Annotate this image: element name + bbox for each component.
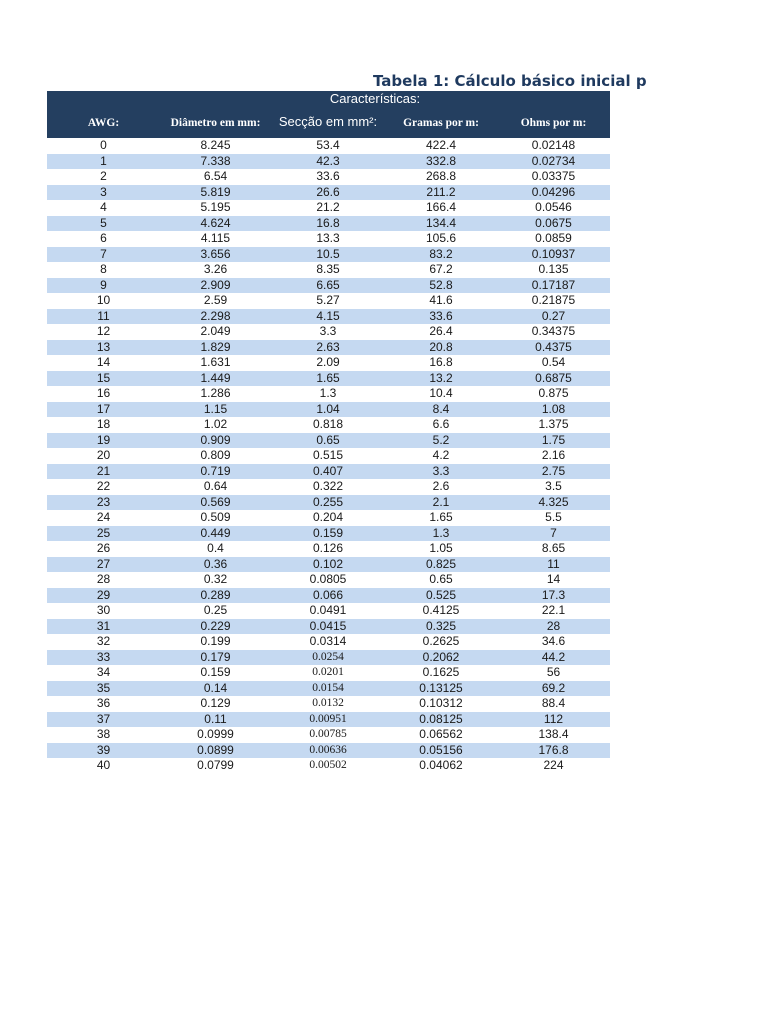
table-row [47, 448, 610, 464]
cell-awg: 30 [96, 603, 111, 617]
cell-ohms: 0.6875 [535, 370, 572, 385]
cell-ohms: 0.02148 [531, 138, 576, 152]
cell-gramas: 105.6 [425, 231, 457, 245]
table-row [47, 200, 610, 216]
cell-seccao: 0.066 [312, 587, 344, 602]
table-title: Tabela 1: Cálculo básico inicial p [373, 72, 647, 90]
cell-awg: 31 [96, 618, 111, 633]
cell-ohms: 0.54 [541, 355, 566, 369]
table-row [47, 572, 610, 588]
cell-seccao: 2.09 [316, 355, 340, 369]
cell-diametro: 0.289 [200, 587, 231, 602]
cell-seccao: 0.00636 [309, 743, 347, 756]
table-row [47, 138, 610, 154]
cell-gramas: 2.6 [432, 479, 450, 493]
cell-awg: 40 [96, 758, 111, 772]
cell-awg: 3 [100, 184, 107, 199]
cell-gramas: 3.3 [432, 463, 450, 478]
cell-gramas: 332.8 [425, 153, 457, 168]
cell-gramas: 422.4 [425, 138, 457, 152]
cell-awg: 13 [96, 339, 111, 354]
cell-seccao: 0.126 [312, 541, 344, 555]
table-row [47, 603, 610, 619]
cell-ohms: 0.17187 [531, 277, 576, 292]
table-row [47, 634, 610, 650]
cell-gramas: 134.4 [425, 215, 457, 230]
cell-ohms: 1.08 [541, 401, 566, 416]
cell-ohms: 0.03375 [531, 169, 576, 183]
cell-diametro: 0.569 [200, 494, 231, 509]
cell-seccao: 16.8 [316, 215, 340, 230]
cell-seccao: 0.0132 [312, 697, 344, 709]
cell-seccao: 6.65 [316, 277, 340, 292]
cell-seccao: 21.2 [316, 200, 340, 214]
cell-ohms: 69.2 [541, 680, 566, 695]
cell-seccao: 0.159 [312, 525, 344, 540]
table-row [47, 712, 610, 728]
cell-ohms: 0.04296 [531, 184, 576, 199]
cell-diametro: 2.909 [200, 277, 231, 292]
cell-gramas: 8.4 [432, 401, 450, 416]
table-row [47, 464, 610, 480]
cell-gramas: 83.2 [429, 246, 453, 261]
cell-ohms: 14 [546, 572, 561, 586]
cell-diametro: 0.179 [200, 649, 231, 664]
cell-awg: 33 [96, 649, 111, 664]
cell-ohms: 56 [546, 665, 561, 679]
cell-gramas: 0.525 [425, 587, 457, 602]
column-header-seccao: Secção em mm²: [278, 114, 378, 129]
cell-gramas: 0.05156 [419, 742, 463, 757]
cell-awg: 6 [100, 231, 107, 245]
cell-diametro: 0.32 [203, 572, 228, 586]
cell-seccao: 1.04 [316, 401, 340, 416]
table-row [47, 495, 610, 511]
cell-gramas: 0.04062 [419, 758, 463, 772]
cell-awg: 11 [97, 308, 110, 323]
cell-diametro: 4.624 [200, 215, 231, 230]
cell-seccao: 0.00785 [309, 728, 347, 740]
cell-seccao: 0.322 [312, 479, 344, 493]
cell-seccao: 0.407 [312, 463, 344, 478]
cell-diametro: 0.14 [203, 680, 228, 695]
cell-ohms: 34.6 [541, 634, 566, 648]
cell-ohms: 2.75 [541, 463, 566, 478]
cell-ohms: 11 [547, 556, 560, 571]
cell-awg: 16 [96, 386, 111, 400]
cell-seccao: 2.63 [316, 339, 340, 354]
column-header-diametro: Diâmetro em mm: [170, 117, 261, 129]
cell-seccao: 0.102 [312, 556, 344, 571]
cell-awg: 29 [96, 587, 111, 602]
cell-gramas: 4.2 [432, 448, 450, 462]
column-header-gramas: Gramas por m: [403, 117, 479, 129]
cell-diametro: 6.54 [203, 169, 228, 183]
cell-diametro: 0.0899 [197, 742, 234, 757]
table-row [47, 510, 610, 526]
cell-seccao: 0.0491 [309, 603, 347, 617]
cell-gramas: 67.2 [429, 262, 453, 276]
cell-gramas: 1.05 [429, 541, 453, 555]
cell-seccao: 0.0314 [309, 634, 347, 648]
table-row [47, 557, 610, 573]
cell-seccao: 0.204 [312, 510, 344, 524]
cell-gramas: 13.2 [429, 370, 453, 385]
table-row [47, 665, 610, 681]
cell-gramas: 1.65 [429, 510, 453, 524]
cell-seccao: 26.6 [316, 184, 340, 199]
cell-awg: 27 [96, 556, 111, 571]
cell-diametro: 8.245 [200, 138, 231, 152]
cell-seccao: 0.0154 [312, 681, 344, 694]
cell-diametro: 1.631 [200, 355, 231, 369]
cell-gramas: 26.4 [429, 324, 453, 338]
table-row [47, 371, 610, 387]
cell-ohms: 28 [546, 618, 561, 633]
table-row [47, 309, 610, 325]
cell-awg: 21 [96, 463, 111, 478]
cell-diametro: 0.25 [203, 603, 228, 617]
cell-ohms: 1.375 [538, 417, 569, 431]
cell-awg: 18 [96, 417, 111, 431]
cell-seccao: 0.515 [312, 448, 344, 462]
cell-seccao: 0.65 [316, 432, 340, 447]
cell-diametro: 3.656 [200, 246, 231, 261]
cell-gramas: 2.1 [432, 494, 450, 509]
cell-gramas: 0.2062 [422, 649, 460, 664]
cell-diametro: 0.4 [207, 541, 224, 555]
table-row [47, 324, 610, 340]
table-row [47, 526, 610, 542]
cell-ohms: 0.10937 [531, 246, 576, 261]
cell-awg: 22 [96, 479, 111, 493]
cell-seccao: 5.27 [316, 293, 340, 307]
cell-seccao: 0.0254 [312, 650, 344, 663]
table-row [47, 696, 610, 712]
cell-diametro: 1.829 [200, 339, 231, 354]
table-row [47, 386, 610, 402]
table-row [47, 433, 610, 449]
cell-awg: 12 [96, 324, 111, 338]
cell-diametro: 2.59 [203, 293, 228, 307]
cell-diametro: 2.049 [200, 324, 231, 338]
cell-diametro: 0.129 [200, 696, 231, 710]
cell-awg: 37 [96, 711, 111, 726]
table-row [47, 355, 610, 371]
cell-seccao: 33.6 [316, 169, 340, 183]
cell-gramas: 0.10312 [419, 696, 463, 710]
cell-ohms: 7 [550, 525, 557, 540]
cell-awg: 23 [96, 494, 111, 509]
cell-seccao: 0.00502 [309, 759, 347, 771]
cell-awg: 39 [96, 742, 111, 757]
cell-ohms: 0.0546 [535, 200, 572, 214]
cell-awg: 17 [96, 401, 111, 416]
cell-ohms: 4.325 [538, 494, 569, 509]
cell-seccao: 1.65 [316, 370, 340, 385]
cell-gramas: 166.4 [425, 200, 457, 214]
cell-ohms: 0.0859 [535, 231, 572, 245]
cell-ohms: 1.75 [541, 432, 566, 447]
cell-awg: 26 [96, 541, 111, 555]
cell-diametro: 7.338 [200, 153, 231, 168]
cell-ohms: 0.875 [538, 386, 569, 400]
table-row [47, 340, 610, 356]
cell-gramas: 6.6 [432, 417, 450, 431]
cell-diametro: 0.0799 [197, 758, 234, 772]
cell-diametro: 1.449 [200, 370, 231, 385]
cell-seccao: 8.35 [316, 262, 340, 276]
cell-diametro: 2.298 [200, 308, 231, 323]
cell-gramas: 0.825 [425, 556, 457, 571]
table-row [47, 231, 610, 247]
table-header [47, 91, 610, 138]
cell-gramas: 0.325 [425, 618, 457, 633]
cell-awg: 32 [96, 634, 111, 648]
cell-diametro: 0.64 [203, 479, 228, 493]
cell-diametro: 0.509 [200, 510, 231, 524]
table-row [47, 262, 610, 278]
cell-gramas: 41.6 [429, 293, 453, 307]
cell-gramas: 0.08125 [419, 711, 463, 726]
cell-diametro: 0.229 [200, 618, 231, 633]
table-row [47, 417, 610, 433]
table-row [47, 278, 610, 294]
cell-awg: 25 [96, 525, 111, 540]
table-row [47, 681, 610, 697]
cell-awg: 10 [96, 293, 111, 307]
cell-ohms: 176.8 [538, 742, 569, 757]
cell-awg: 7 [100, 246, 107, 261]
cell-seccao: 0.0415 [309, 618, 347, 633]
cell-gramas: 0.13125 [419, 680, 463, 695]
cell-ohms: 17.3 [541, 587, 566, 602]
cell-gramas: 52.8 [429, 277, 453, 292]
cell-seccao: 0.255 [312, 494, 344, 509]
cell-ohms: 0.27 [541, 308, 566, 323]
cell-diametro: 0.909 [200, 432, 231, 447]
cell-diametro: 0.0999 [197, 727, 234, 741]
cell-awg: 8 [100, 262, 107, 276]
cell-seccao: 10.5 [316, 246, 340, 261]
cell-seccao: 0.0805 [309, 572, 347, 586]
cell-awg: 36 [96, 696, 111, 710]
cell-gramas: 0.4125 [422, 603, 460, 617]
cell-gramas: 1.3 [432, 525, 450, 540]
cell-gramas: 0.1625 [422, 665, 460, 679]
cell-ohms: 8.65 [541, 541, 566, 555]
table-row [47, 619, 610, 635]
table-row [47, 479, 610, 495]
cell-ohms: 0.135 [538, 262, 569, 276]
cell-awg: 2 [100, 169, 107, 183]
cell-diametro: 0.449 [200, 525, 231, 540]
cell-gramas: 5.2 [432, 432, 450, 447]
cell-seccao: 0.0201 [312, 666, 344, 678]
cell-ohms: 88.4 [541, 696, 566, 710]
cell-awg: 4 [100, 200, 107, 214]
table-row [47, 758, 610, 774]
cell-awg: 20 [96, 448, 111, 462]
cell-awg: 5 [100, 215, 107, 230]
cell-awg: 28 [96, 572, 111, 586]
table-row [47, 169, 610, 185]
cell-diametro: 4.115 [200, 231, 231, 245]
cell-gramas: 16.8 [429, 355, 453, 369]
cell-diametro: 1.15 [203, 401, 228, 416]
cell-diametro: 0.11 [204, 711, 227, 726]
cell-awg: 9 [100, 277, 107, 292]
cell-awg: 24 [96, 510, 111, 524]
cell-awg: 15 [96, 370, 111, 385]
cell-ohms: 3.5 [545, 479, 562, 493]
cell-seccao: 0.818 [312, 417, 344, 431]
cell-diametro: 3.26 [203, 262, 228, 276]
cell-awg: 38 [96, 727, 111, 741]
table-row [47, 154, 610, 170]
cell-ohms: 112 [543, 711, 564, 726]
cell-seccao: 1.3 [319, 386, 337, 400]
cell-diametro: 5.819 [200, 184, 231, 199]
cell-awg: 1 [100, 153, 107, 168]
cell-seccao: 53.4 [316, 138, 340, 152]
cell-ohms: 0.4375 [535, 339, 572, 354]
cell-diametro: 1.286 [200, 386, 231, 400]
table-row [47, 541, 610, 557]
table-row [47, 743, 610, 759]
table-row [47, 216, 610, 232]
cell-diametro: 0.199 [200, 634, 231, 648]
cell-gramas: 268.8 [425, 169, 457, 183]
cell-awg: 35 [96, 680, 111, 695]
cell-gramas: 0.2625 [422, 634, 460, 648]
cell-ohms: 224 [543, 758, 564, 772]
cell-awg: 34 [96, 665, 111, 679]
cell-diametro: 0.36 [203, 556, 228, 571]
table-row [47, 293, 610, 309]
cell-seccao: 3.3 [319, 324, 337, 338]
column-header-ohms: Ohms por m: [520, 117, 587, 129]
cell-ohms: 0.02734 [531, 153, 576, 168]
cell-gramas: 0.06562 [419, 727, 463, 741]
cell-diametro: 0.809 [200, 448, 231, 462]
cell-awg: 0 [100, 138, 107, 152]
cell-ohms: 5.5 [545, 510, 562, 524]
column-header-awg: AWG: [87, 117, 120, 129]
cell-gramas: 0.65 [429, 572, 453, 586]
cell-seccao: 0.00951 [309, 712, 347, 725]
table-row [47, 588, 610, 604]
cell-ohms: 138.4 [538, 727, 569, 741]
cell-gramas: 10.4 [429, 386, 453, 400]
cell-gramas: 211.2 [426, 184, 456, 199]
cell-awg: 19 [96, 432, 111, 447]
cell-diametro: 0.719 [200, 463, 231, 478]
group-header-caracteristicas: Características: [329, 91, 421, 106]
cell-gramas: 20.8 [429, 339, 453, 354]
cell-ohms: 22.1 [541, 603, 566, 617]
table-row [47, 650, 610, 666]
cell-ohms: 0.21875 [531, 293, 576, 307]
table-row [47, 402, 610, 418]
cell-ohms: 2.16 [541, 448, 566, 462]
cell-diametro: 1.02 [203, 417, 228, 431]
cell-awg: 14 [96, 355, 111, 369]
table-row [47, 727, 610, 743]
table-body [47, 138, 610, 774]
cell-diametro: 5.195 [200, 200, 231, 214]
cell-diametro: 0.159 [200, 665, 231, 679]
cell-seccao: 42.3 [316, 153, 340, 168]
cell-seccao: 13.3 [316, 231, 340, 245]
table-row [47, 247, 610, 263]
cell-gramas: 33.6 [429, 308, 453, 323]
table-row [47, 185, 610, 201]
cell-seccao: 4.15 [316, 308, 340, 323]
cell-ohms: 44.2 [541, 649, 566, 664]
cell-ohms: 0.34375 [531, 324, 576, 338]
cell-ohms: 0.0675 [535, 215, 572, 230]
